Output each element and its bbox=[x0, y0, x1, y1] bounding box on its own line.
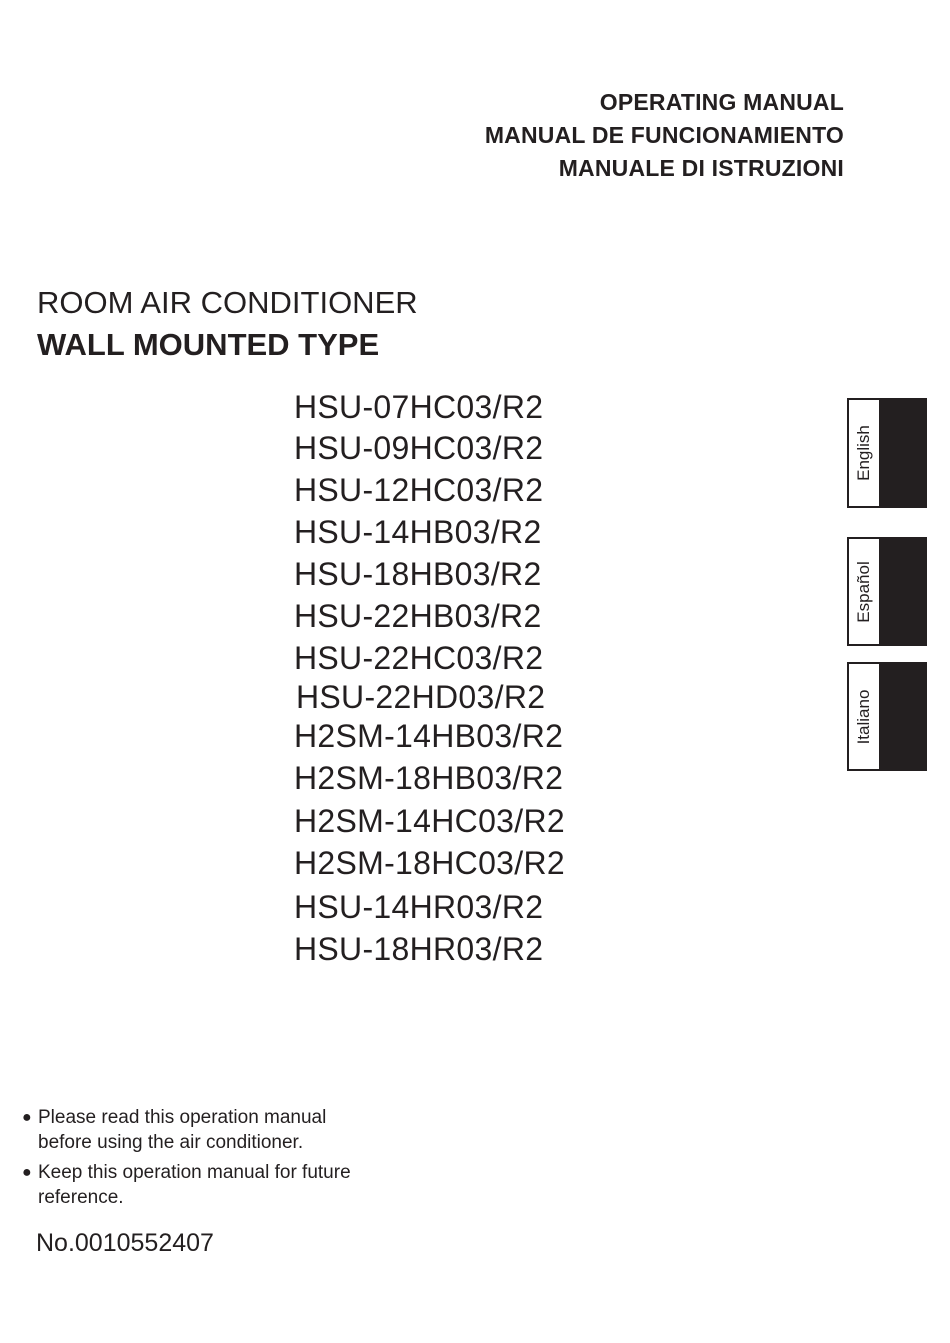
model-item: HSU-18HR03/R2 bbox=[294, 931, 544, 967]
model-item: HSU-14HB03/R2 bbox=[294, 514, 542, 550]
language-tab-english[interactable] bbox=[847, 398, 927, 508]
language-tab-label: Español bbox=[854, 560, 873, 623]
product-type bbox=[37, 283, 418, 367]
note-text: Keep this operation manual for future reference. bbox=[38, 1162, 351, 1208]
model-item: HSU-12HC03/R2 bbox=[294, 472, 544, 508]
notes-list bbox=[22, 1105, 378, 1215]
manual-titles bbox=[485, 86, 844, 185]
note-item bbox=[22, 1160, 378, 1210]
model-item: HSU-18HB03/R2 bbox=[294, 556, 542, 592]
language-tab-label: English bbox=[854, 425, 873, 481]
note-text: Please read this operation manual before using the air conditioner. bbox=[38, 1107, 327, 1153]
model-item: HSU-07HC03/R2 bbox=[294, 389, 544, 425]
model-item: HSU-14HR03/R2 bbox=[294, 889, 544, 925]
model-item: HSU-09HC03/R2 bbox=[294, 430, 544, 466]
product-category: ROOM AIR CONDITIONER bbox=[37, 285, 418, 320]
title-english: OPERATING MANUAL bbox=[599, 89, 844, 115]
language-tab-marker bbox=[879, 539, 925, 644]
note-item bbox=[22, 1105, 378, 1155]
model-item: H2SM-14HB03/R2 bbox=[294, 718, 564, 754]
model-item: H2SM-18HC03/R2 bbox=[294, 845, 565, 881]
model-item: HSU-22HB03/R2 bbox=[294, 598, 542, 634]
language-tab-label: Italiano bbox=[854, 689, 873, 744]
language-tab-italian[interactable] bbox=[847, 662, 927, 771]
title-spanish: MANUAL DE FUNCIONAMIENTO bbox=[484, 122, 844, 148]
bullet-icon: ● bbox=[22, 1164, 32, 1181]
model-item: HSU-22HD03/R2 bbox=[296, 679, 546, 715]
document-number: No.0010552407 bbox=[36, 1229, 214, 1257]
model-item: H2SM-14HC03/R2 bbox=[294, 803, 565, 839]
title-italian: MANUALE DI ISTRUZIONI bbox=[558, 155, 844, 181]
product-mounting-type: WALL MOUNTED TYPE bbox=[37, 327, 380, 362]
bullet-icon: ● bbox=[22, 1109, 32, 1126]
language-tab-spanish[interactable] bbox=[847, 537, 927, 646]
model-item: H2SM-18HB03/R2 bbox=[294, 760, 564, 796]
language-tab-marker bbox=[879, 664, 925, 769]
language-tab-marker bbox=[879, 400, 925, 506]
model-item: HSU-22HC03/R2 bbox=[294, 640, 544, 676]
